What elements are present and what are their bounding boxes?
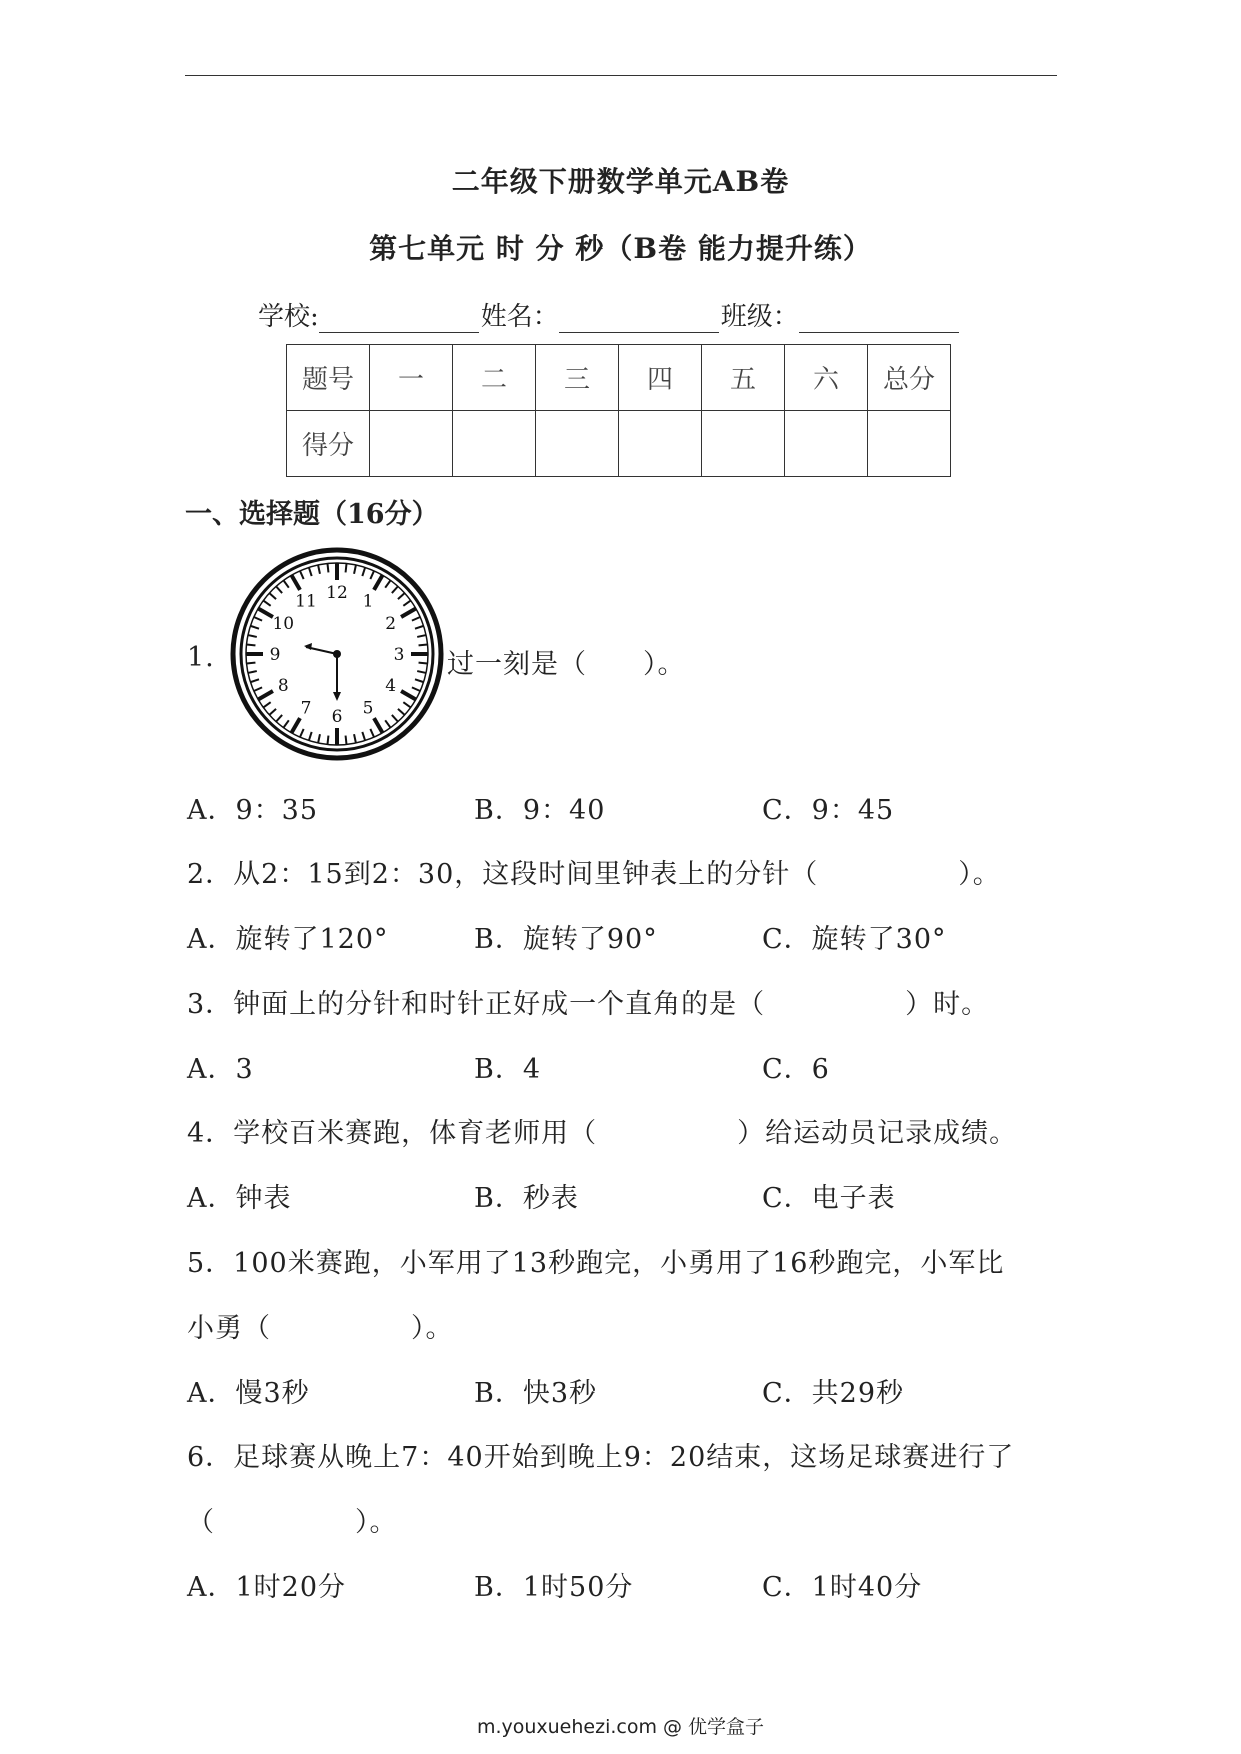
question-3-option-c[interactable]: C．6	[762, 1054, 830, 1085]
question-6-option-a[interactable]: A．1时20分	[187, 1572, 347, 1603]
clock-center	[333, 650, 341, 658]
question-3-option-b[interactable]: B．4	[474, 1054, 542, 1085]
score-table-header-cell: 六	[785, 345, 868, 411]
clock-minute-tick	[419, 644, 428, 645]
clock-number: 5	[362, 698, 374, 719]
question-2-option-a[interactable]: A．旋转了120°	[187, 924, 389, 955]
question-1-number: 1.	[187, 642, 215, 673]
question-6-text-continued: （ ）。	[187, 1507, 398, 1538]
clock-face-image	[230, 547, 444, 761]
clock-number: 1	[362, 591, 374, 612]
question-1-text: 过一刻是（ ）。	[447, 649, 686, 680]
section-title-multiple-choice: 一、选择题（16分）	[185, 499, 439, 530]
question-1-option-b[interactable]: B．9：40	[474, 795, 606, 826]
question-1-option-a[interactable]: A．9：35	[187, 795, 319, 826]
question-3-text: 3．钟面上的分针和时针正好成一个直角的是（ ）时。	[187, 989, 990, 1020]
score-table-header-cell: 五	[702, 345, 785, 411]
score-table-header-row	[287, 345, 951, 411]
name-blank[interactable]	[559, 305, 719, 333]
question-4-text: 4．学校百米赛跑，体育老师用（ ）给运动员记录成绩。	[187, 1118, 1018, 1149]
score-cell[interactable]	[785, 411, 868, 477]
question-5-text-continued: 小勇（ ）。	[187, 1313, 454, 1344]
score-table	[286, 344, 951, 477]
score-table-score-row	[287, 411, 951, 477]
document-subtitle: 第七单元 时 分 秒（B卷 能力提升练）	[369, 232, 872, 265]
question-2-option-b[interactable]: B．旋转了90°	[474, 924, 658, 955]
clock-number: 4	[385, 676, 397, 696]
clock-minute-tick	[246, 644, 255, 645]
question-5-option-c[interactable]: C．共29秒	[762, 1378, 905, 1409]
clock-minute-tick	[346, 563, 347, 572]
document-title: 二年级下册数学单元AB卷	[451, 165, 790, 198]
header-rule	[185, 75, 1057, 76]
class-label: 班级：	[720, 302, 799, 332]
question-3-option-a[interactable]: A．3	[187, 1054, 254, 1085]
clock-number: 10	[272, 614, 295, 634]
question-6-option-c[interactable]: C．1时40分	[762, 1572, 923, 1603]
clock-number: 2	[385, 614, 397, 634]
score-table-header-cell: 三	[536, 345, 619, 411]
clock-minute-tick	[327, 563, 328, 572]
score-table-header-cell: 题号	[287, 345, 370, 411]
score-table-header-cell: 二	[453, 345, 536, 411]
clock-minute-tick	[327, 736, 328, 745]
clock-number: 3	[393, 645, 405, 665]
clock-number: 11	[295, 591, 317, 612]
score-cell[interactable]	[619, 411, 702, 477]
clock-minute-tick	[346, 736, 347, 745]
clock-minute-tick	[246, 663, 255, 664]
question-2-text: 2．从2：15到2：30，这段时间里钟表上的分针（ ）。	[187, 859, 1001, 890]
question-4-option-b[interactable]: B．秒表	[474, 1183, 579, 1214]
question-6-text: 6．足球赛从晚上7：40开始到晚上9：20结束，这场足球赛进行了	[187, 1442, 1015, 1473]
student-info-row	[258, 296, 961, 333]
question-2-option-c[interactable]: C．旋转了30°	[762, 924, 947, 955]
question-4-option-c[interactable]: C．电子表	[762, 1183, 896, 1214]
clock-minute-tick	[419, 663, 428, 664]
score-row-label: 得分	[287, 411, 370, 477]
question-5-text: 5．100米赛跑，小军用了13秒跑完，小勇用了16秒跑完，小军比	[187, 1248, 1005, 1279]
score-cell[interactable]	[702, 411, 785, 477]
clock-number: 8	[277, 676, 289, 696]
question-1-option-c[interactable]: C．9：45	[762, 795, 895, 826]
question-4-option-a[interactable]: A．钟表	[187, 1183, 292, 1214]
score-table-header-cell: 四	[619, 345, 702, 411]
question-5-option-b[interactable]: B．快3秒	[474, 1378, 598, 1409]
school-label: 学校:	[258, 302, 319, 332]
score-table-header-cell: 总分	[868, 345, 951, 411]
question-6-option-b[interactable]: B．1时50分	[474, 1572, 634, 1603]
score-cell[interactable]	[868, 411, 951, 477]
score-cell[interactable]	[453, 411, 536, 477]
clock-number: 6	[331, 707, 343, 727]
score-table-header-cell: 一	[370, 345, 453, 411]
clock-number: 7	[300, 698, 312, 719]
clock-number: 12	[326, 583, 348, 603]
class-blank[interactable]	[799, 305, 959, 333]
name-label: 姓名：	[480, 302, 559, 332]
score-cell[interactable]	[536, 411, 619, 477]
clock-number: 9	[269, 645, 281, 665]
footer-watermark: m.youxuehezi.com @ 优学盒子	[476, 1716, 765, 1738]
score-cell[interactable]	[370, 411, 453, 477]
school-blank[interactable]	[319, 305, 479, 333]
question-5-option-a[interactable]: A．慢3秒	[187, 1378, 310, 1409]
